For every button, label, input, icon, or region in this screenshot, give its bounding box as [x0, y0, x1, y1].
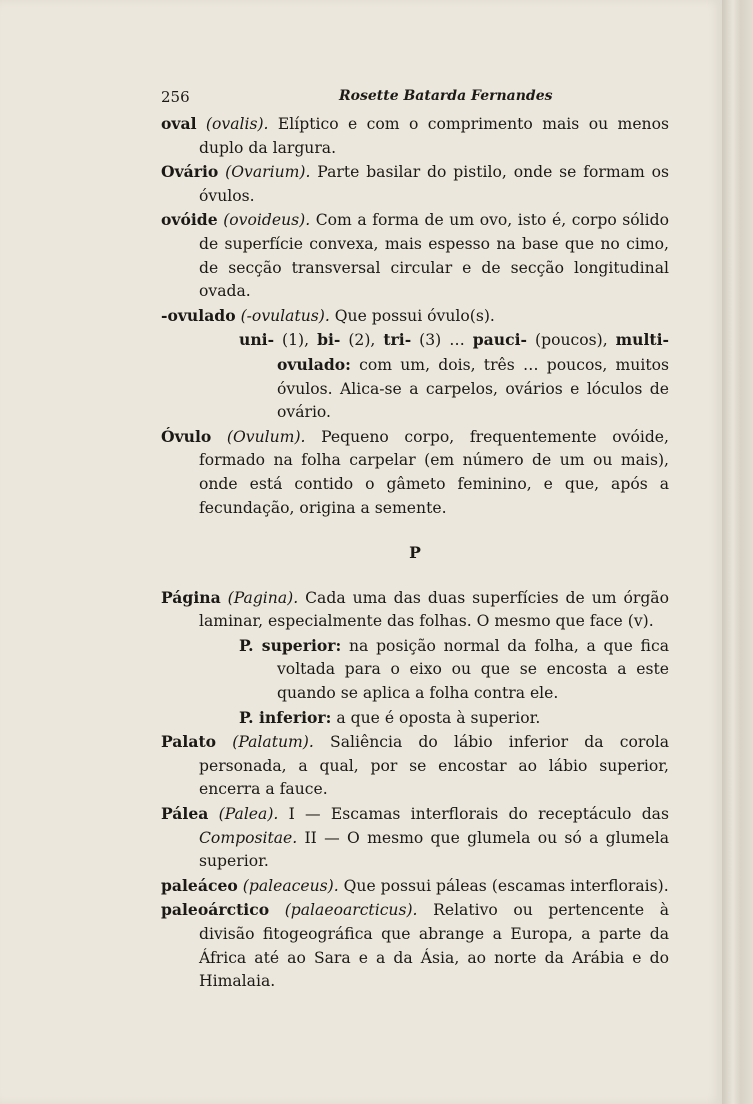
entry-definition: Que possui páleas (escamas interflorais).: [338, 876, 669, 895]
entry-latin-family: Compositae.: [199, 828, 298, 847]
entry-paleaceo: [161, 874, 669, 899]
entry-latin: (Palea).: [218, 805, 279, 824]
entry-palea: [161, 802, 669, 874]
entry-latin: (Palatum).: [232, 733, 314, 752]
prefix-tri: tri-: [383, 330, 412, 350]
prefix-count: (1),: [274, 331, 318, 350]
prefix-uni: uni-: [239, 330, 275, 350]
prefix-count: (2),: [340, 331, 384, 350]
prefix-multi: multi-ovulado:: [277, 330, 669, 374]
entry-term: -ovulado: [161, 305, 236, 325]
subentry-term: P. inferior:: [239, 707, 332, 727]
entry-latin: (ovoideus).: [223, 211, 311, 230]
entry-definition: Cada uma das duas superfícies de um órgão laminar, especialmente das folhas. O mesmo que face (v).: [199, 588, 669, 631]
section-letter: P: [409, 543, 421, 563]
page-number: 256: [161, 88, 190, 106]
subentry-term: P. superior:: [239, 635, 342, 655]
running-head: Rosette Batarda Fernandes: [339, 88, 553, 104]
entry-latin: (-ovulatus).: [240, 306, 330, 325]
subentry-p-superior: [161, 634, 669, 706]
entry-latin: (paleaceus).: [242, 876, 339, 895]
entry-term: Palato: [161, 732, 217, 752]
entry-latin: (palaeoarcticus).: [284, 901, 418, 920]
subentry-ovulado: [161, 328, 669, 424]
entry-pagina: [161, 586, 669, 634]
subentry-p-inferior: [161, 706, 669, 731]
entry-latin: (Pagina).: [227, 588, 299, 607]
entry-term: Óvulo: [161, 426, 212, 446]
entry-definition: Que possui óvulo(s).: [329, 306, 495, 325]
entry-ovario: [161, 160, 669, 208]
entry-definition: Com a forma de um ovo, isto é, corpo sólido de superfície convexa, mais espesso na base que no cimo, de secção transversal circular e de secção longitudinal ovada.: [199, 211, 670, 301]
entry-term: ovóide: [161, 210, 218, 230]
entry-latin: (ovalis).: [205, 115, 269, 133]
entry-term: paleáceo: [161, 875, 238, 895]
entry-definition: Saliência do lábio inferior da corola personada, a qual, por se encostar ao lábio superior, encerra a fauce.: [199, 733, 669, 799]
page-header: [161, 88, 669, 112]
entry-term: Ovário: [161, 162, 219, 182]
subentry-definition: com um, dois, três … poucos, muitos óvulos. Alica-se a carpelos, ovários e lóculos de ovário.: [277, 355, 669, 422]
entry-term: Página: [161, 587, 221, 607]
entry-latin: (Ovarium).: [225, 163, 311, 182]
entry-definition-cont: II — O mesmo que glumela ou só a glumela superior.: [199, 828, 669, 871]
entry-definition: Elíptico e com o comprimento mais ou menos duplo da largura.: [199, 115, 669, 157]
glossary-body: [161, 112, 669, 994]
prefix-pauci: pauci-: [472, 330, 528, 350]
entry-ovulado: [161, 304, 669, 329]
subentry-definition: a que é oposta à superior.: [331, 708, 541, 727]
entry-term: Pálea: [161, 804, 209, 824]
entry-palato: [161, 730, 669, 802]
prefix-count: (3) …: [411, 331, 473, 350]
entry-latin: (Ovulum).: [226, 427, 306, 446]
entry-oval: [161, 112, 669, 160]
entry-term: paleoárctico: [161, 900, 270, 920]
entry-term: oval: [161, 114, 197, 133]
entry-paleoarctico: [161, 898, 669, 993]
subentry-definition: na posição normal da folha, a que fica voltada para o eixo ou que se encosta a este quando se aplica a folha contra ele.: [277, 636, 669, 703]
entry-ovulo: [161, 425, 669, 520]
entry-definition: Parte basilar do pistilo, onde se formam os óvulos.: [199, 163, 669, 205]
prefix-bi: bi-: [317, 330, 341, 350]
entry-definition: I — Escamas interflorais do receptáculo das: [278, 805, 669, 824]
entry-definition: Pequeno corpo, frequentemente ovóide, formado na folha carpelar (em número de um ou mais), onde está contido o gâmeto feminino, e que, após a fecundação, origina a semente.: [199, 427, 669, 517]
page-edge: [722, 0, 753, 1104]
entry-ovoide: [161, 208, 669, 303]
entry-definition: Relativo ou pertencente à divisão fitogeográfica que abrange a Europa, a parte da África até ao Sara e a da Ásia, ao norte da Arábia e do Himalaia.: [199, 901, 669, 991]
prefix-count: (poucos),: [527, 331, 616, 350]
